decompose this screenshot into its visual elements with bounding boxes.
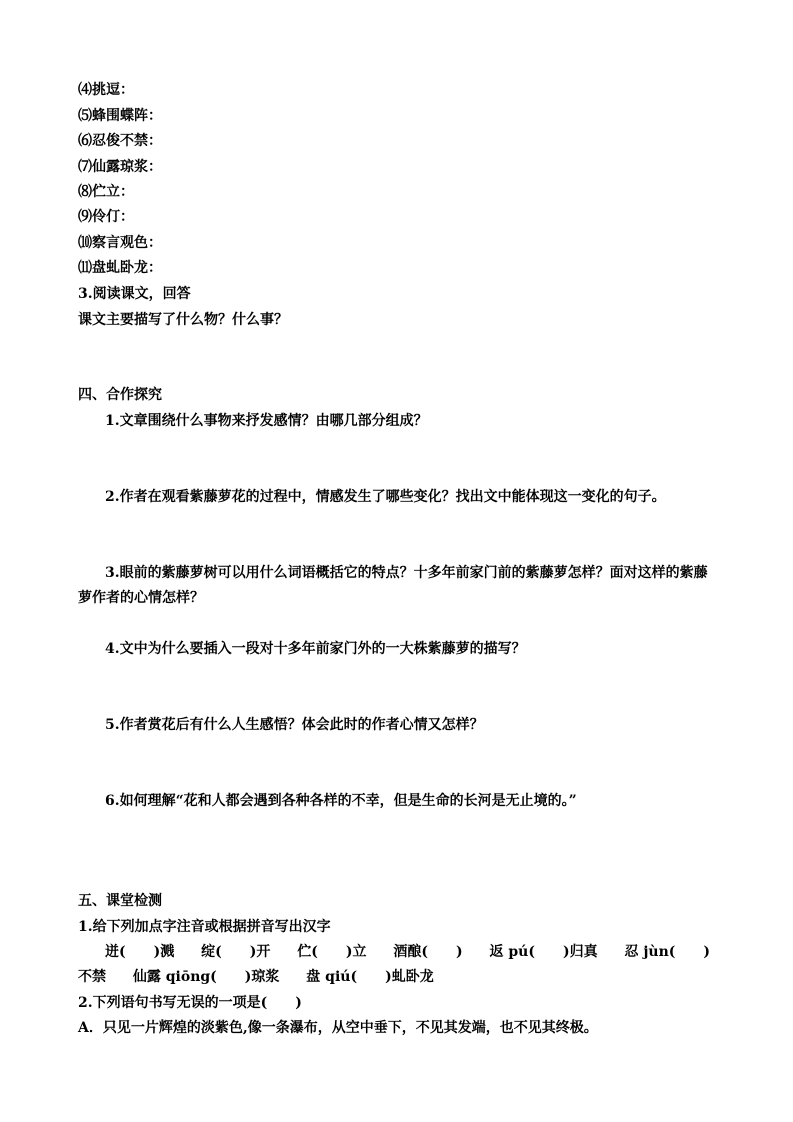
section-4-heading: 四、合作探究 [78,387,162,403]
section-4-question-3-line-2: 萝作者的心情怎样？ [78,590,204,606]
pinyin-item-niang: 酒酿( ) [393,944,463,960]
reading-question: 课文主要描写了什么物？什么事？ [78,312,288,328]
section-4-question-4: 4.文中为什么要插入一段对十多年前家门外的一大株紫藤萝的描写？ [105,641,526,657]
vocab-item-9: ⑼伶仃： [78,209,134,225]
vocab-item-5: ⑸蜂围蝶阵： [78,108,162,124]
pinyin-item-qiu: 盘 qiú( )虬卧龙 [306,969,434,985]
pinyin-item-qiong: 仙露 qiōng( )琼浆 [132,969,280,985]
section-4-question-1: 1.文章围绕什么事物来抒发感情？由哪几部分组成？ [105,413,428,429]
section-5-option-a: A．只见一片辉煌的淡紫色,像一条瀑布，从空中垂下，不见其发端，也不见其终极。 [78,1020,598,1036]
section-4-question-2: 2.作者在观看紫藤萝花的过程中，情感发生了哪些变化？找出文中能体现这一变化的句子。 [105,489,666,505]
pinyin-exercise-line-1 [105,941,710,963]
vocab-item-4: ⑷挑逗： [78,82,134,98]
pinyin-continuation: 不禁 [78,969,106,985]
reading-heading: 3.阅读课文，回答 [78,286,191,302]
pinyin-exercise-line-2 [78,966,434,988]
vocab-item-8: ⑻伫立： [78,184,134,200]
section-4-question-5: 5.作者赏花后有什么人生感悟？体会此时的作者心情又怎样？ [105,717,484,733]
pinyin-item-zhan: 绽( )开 [201,944,271,960]
vocab-item-11: ⑾盘虬卧龙： [78,260,162,276]
pinyin-item-jun: 忍 jùn( ) [624,944,711,960]
vocab-item-6: ⑹忍俊不禁： [78,133,162,149]
section-5-question-2: 2.下列语句书写无误的一项是( ) [78,995,302,1011]
vocab-item-10: ⑽察言观色： [78,235,162,251]
section-5-heading: 五、课堂检测 [78,893,162,909]
section-4-question-3-line-1: 3.眼前的紫藤萝树可以用什么词语概括它的特点？十多年前家门前的紫藤萝怎样？面对这样的紫藤 [105,565,708,581]
vocab-item-7: ⑺仙露琼浆： [78,159,162,175]
pinyin-item-zhu: 伫( )立 [297,944,367,960]
pinyin-item-beng: 迸( )溅 [105,944,175,960]
section-4-question-6: 6.如何理解“花和人都会遇到各种各样的不幸，但是生命的长河是无止境的。” [105,793,577,809]
section-5-question-1: 1.给下列加点字注音或根据拼音写出汉字 [78,919,331,935]
pinyin-item-pu: 返 pú( )归真 [489,944,598,960]
